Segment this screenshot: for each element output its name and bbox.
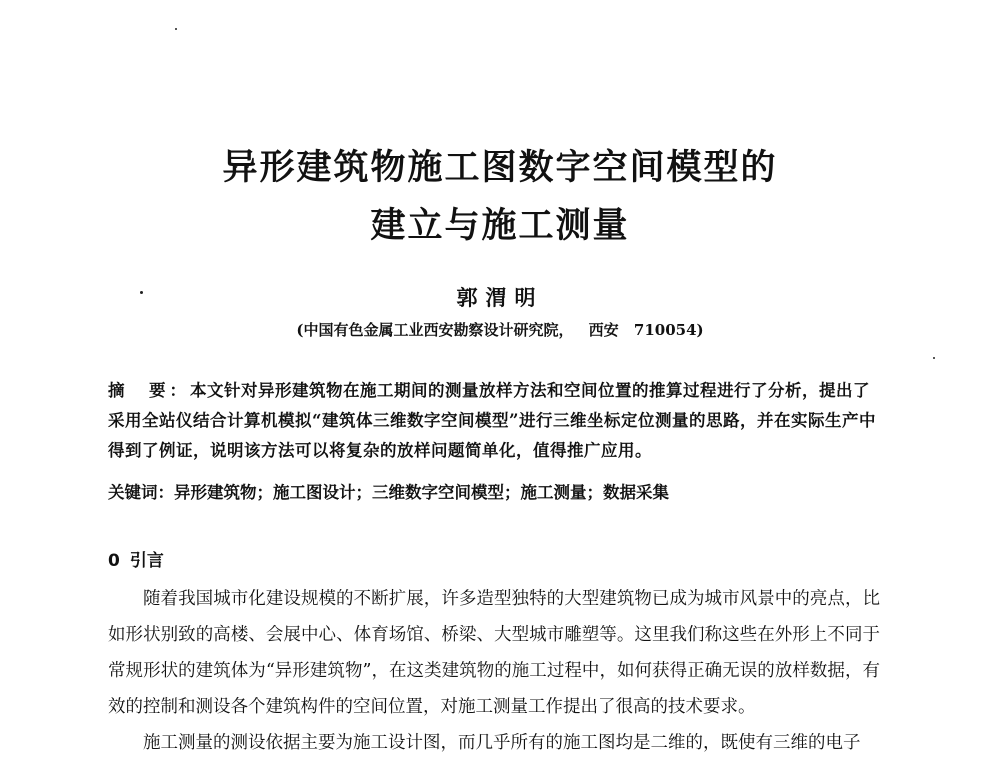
scan-speck	[933, 357, 935, 359]
keywords	[108, 479, 878, 507]
abstract-text: 本文针对异形建筑物在施工期间的测量放样方法和空间位置的推算过程进行了分析，提出了采用全站仪结合计算机模拟“建筑体三维数字空间模型”进行三维坐标定位测量的思路，并在实际生产中得到了例证，说明该方法可以将复杂的放样问题简单化，值得推广应用。	[108, 381, 876, 460]
section-number: 0	[108, 551, 120, 571]
scan-speck	[175, 28, 177, 30]
section-title: 引言	[129, 551, 164, 571]
abstract	[108, 376, 878, 466]
keywords-text: 异形建筑物；施工图设计；三维数字空间模型；施工测量；数据采集	[174, 483, 669, 502]
body-text	[108, 581, 880, 761]
body-paragraph: 随着我国城市化建设规模的不断扩展，许多造型独特的大型建筑物已成为城市风景中的亮点，比如形状别致的高楼、会展中心、体育场馆、桥梁、大型城市雕塑等。这里我们称这些在外形上不同于常规形状的建筑体为“异形建筑物”，在这类建筑物的施工过程中，如何获得正确无误的放样数据，有效的控制和测设各个建筑构件的空间位置，对施工测量工作提出了很高的技术要求。	[108, 589, 880, 717]
paper-title-line-2: 建立与施工测量	[370, 205, 630, 246]
author-name: 郭渭明	[456, 285, 544, 310]
keywords-label: 关键词：	[108, 483, 174, 502]
section-heading	[108, 546, 164, 571]
abstract-label: 摘 要：	[108, 381, 190, 400]
paper-title-line-1: 异形建筑物施工图数字空间模型的	[222, 147, 778, 188]
body-paragraph: 施工测量的测设依据主要为施工设计图，而几乎所有的施工图均是二维的，既使有三维的电子	[143, 733, 861, 753]
author-affiliation: (中国有色金属工业西安勘察设计研究院， 西安 710054)	[296, 321, 704, 339]
